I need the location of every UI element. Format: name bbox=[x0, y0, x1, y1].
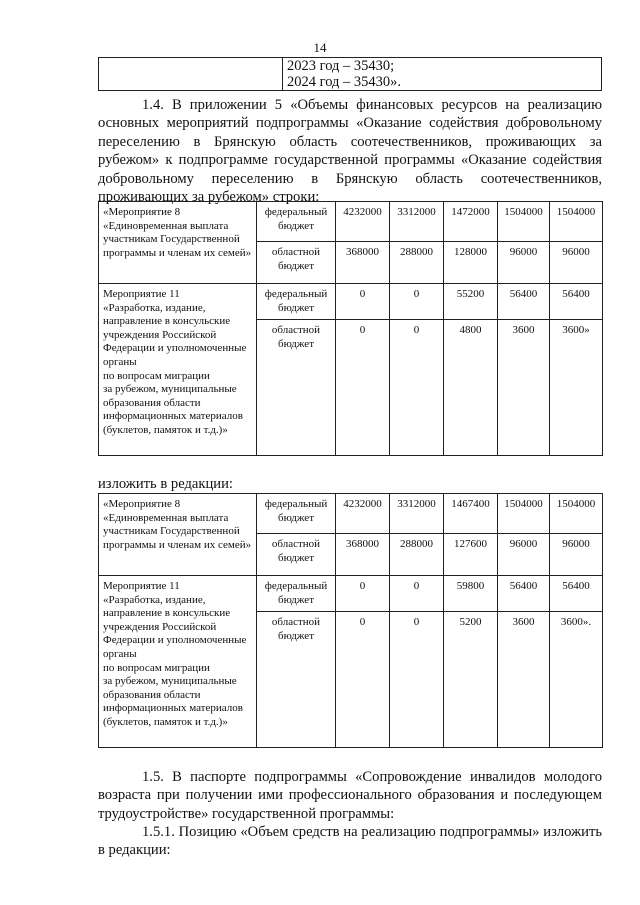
amount-cell: 56400 bbox=[498, 284, 550, 320]
amount-cell: 1472000 bbox=[444, 202, 498, 242]
amount-cell: 0 bbox=[336, 612, 390, 748]
amount-cell: 96000 bbox=[498, 242, 550, 284]
amount-cell: 3600 bbox=[498, 612, 550, 748]
event-cell: «Мероприятие 8 «Единовременная выплата участникам Государственной программы и членам их семей» bbox=[99, 202, 257, 284]
amount-cell: 288000 bbox=[390, 534, 444, 576]
budget-source-cell: областной бюджет bbox=[257, 534, 336, 576]
amount-cell: 1467400 bbox=[444, 494, 498, 534]
amount-cell: 1504000 bbox=[550, 202, 603, 242]
amount-cell: 56400 bbox=[550, 576, 603, 612]
budget-source-cell: федеральный бюджет bbox=[257, 202, 336, 242]
amount-cell: 1504000 bbox=[498, 494, 550, 534]
new-rows-table bbox=[98, 493, 603, 748]
budget-source-cell: областной бюджет bbox=[257, 242, 336, 284]
event-cell: Мероприятие 11 «Разработка, издание, направление в консульские учреждения Российской Федерации и уполномоченные органы по вопросам миграции за рубежом, муниципальные образования области информационных материалов (буклетов, памяток и т.д.)» bbox=[99, 576, 257, 748]
budget-source-cell: федеральный бюджет bbox=[257, 576, 336, 612]
label-new-edition: изложить в редакции: bbox=[98, 476, 233, 492]
event-cell: «Мероприятие 8 «Единовременная выплата участникам Государственной программы и членам их семей» bbox=[99, 494, 257, 576]
paragraph-1-4: 1.4. В приложении 5 «Объемы финансовых ресурсов на реализацию основных мероприятий подпрограммы «Оказание содействия добровольному переселению в Брянскую область соотечественников, проживающих за рубежом» к подпрограмме государственной программы «Оказание содействия добровольному переселению в Брянскую область соотечественников, проживающих за рубежом» строки: bbox=[98, 97, 602, 206]
budget-row bbox=[99, 494, 603, 534]
budget-source-cell: федеральный бюджет bbox=[257, 284, 336, 320]
amount-cell: 4800 bbox=[444, 320, 498, 456]
amount-cell: 3312000 bbox=[390, 202, 444, 242]
amount-cell: 3312000 bbox=[390, 494, 444, 534]
amount-cell: 96000 bbox=[498, 534, 550, 576]
budget-row bbox=[99, 576, 603, 612]
event-cell: Мероприятие 11 «Разработка, издание, направление в консульские учреждения Российской Федерации и уполномоченные органы по вопросам миграции за рубежом, муниципальные образования области информационных материалов (буклетов, памяток и т.д.)» bbox=[99, 284, 257, 456]
year-line: 2024 год – 35430». bbox=[287, 74, 402, 90]
amount-cell: 96000 bbox=[550, 534, 603, 576]
amount-cell: 1504000 bbox=[550, 494, 603, 534]
amount-cell: 3600» bbox=[550, 320, 603, 456]
paragraph-1-5-1: 1.5.1. Позицию «Объем средств на реализацию подпрограммы» изложить в редакции: bbox=[98, 824, 602, 859]
amount-cell: 3600». bbox=[550, 612, 603, 748]
amount-cell: 5200 bbox=[444, 612, 498, 748]
budget-row bbox=[99, 284, 603, 320]
budget-row bbox=[99, 202, 603, 242]
amount-cell: 3600 bbox=[498, 320, 550, 456]
amount-cell: 127600 bbox=[444, 534, 498, 576]
page-number: 14 bbox=[313, 40, 327, 55]
amount-cell: 0 bbox=[390, 612, 444, 748]
budget-source-cell: областной бюджет bbox=[257, 320, 336, 456]
empty-cell bbox=[99, 58, 283, 91]
amount-cell: 128000 bbox=[444, 242, 498, 284]
amount-cell: 288000 bbox=[390, 242, 444, 284]
budget-source-cell: областной бюджет bbox=[257, 612, 336, 748]
amount-cell: 0 bbox=[336, 320, 390, 456]
amount-cell: 368000 bbox=[336, 534, 390, 576]
paragraph-1-5: 1.5. В паспорте подпрограммы «Сопровождение инвалидов молодого возраста при получении ими профессионального образования и последующем трудоустройстве» государственной программы: bbox=[98, 769, 602, 822]
amount-cell: 56400 bbox=[550, 284, 603, 320]
amount-cell: 0 bbox=[390, 284, 444, 320]
year-values-cell bbox=[283, 58, 602, 91]
amount-cell: 368000 bbox=[336, 242, 390, 284]
amount-cell: 4232000 bbox=[336, 202, 390, 242]
amount-cell: 0 bbox=[390, 576, 444, 612]
amount-cell: 0 bbox=[336, 576, 390, 612]
amount-cell: 59800 bbox=[444, 576, 498, 612]
amount-cell: 56400 bbox=[498, 576, 550, 612]
amount-cell: 96000 bbox=[550, 242, 603, 284]
amount-cell: 1504000 bbox=[498, 202, 550, 242]
year-line: 2023 год – 35430; bbox=[287, 58, 395, 74]
top-continuation-table bbox=[98, 57, 602, 91]
amount-cell: 4232000 bbox=[336, 494, 390, 534]
amount-cell: 0 bbox=[336, 284, 390, 320]
old-rows-table bbox=[98, 201, 603, 456]
amount-cell: 0 bbox=[390, 320, 444, 456]
budget-source-cell: федеральный бюджет bbox=[257, 494, 336, 534]
amount-cell: 55200 bbox=[444, 284, 498, 320]
